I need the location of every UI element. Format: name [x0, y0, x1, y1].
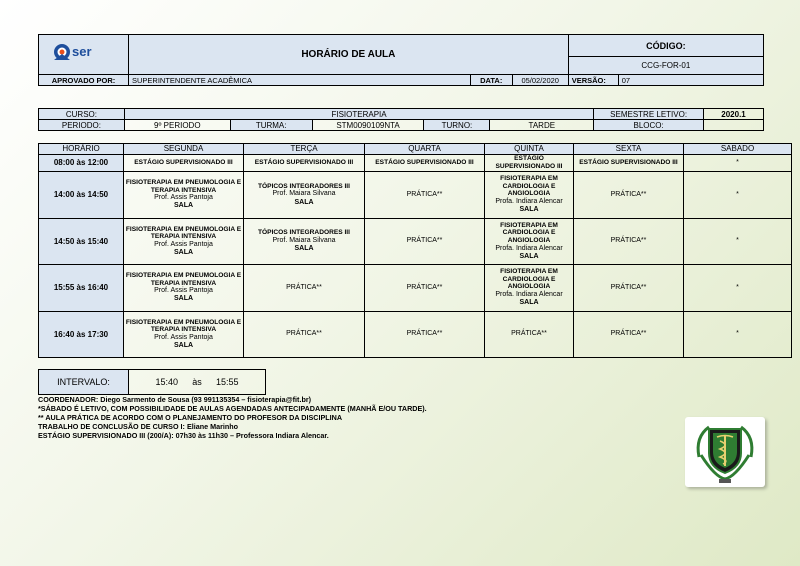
code-value: CCG-FOR-01 — [568, 57, 763, 75]
course-title: FISIOTERAPIA EM PNEUMOLOGIA E TERAPIA INTENSIVA — [125, 179, 242, 194]
version-value: 07 — [618, 75, 763, 86]
cell-text: PRÁTICA** — [406, 237, 443, 245]
schedule-cell — [365, 311, 485, 358]
column-header: QUARTA — [365, 144, 485, 155]
course-title: TÓPICOS INTEGRADORES III — [258, 229, 350, 237]
cell-text: PRÁTICA** — [286, 283, 322, 291]
course-title: FISIOTERAPIA EM CARDIOLOGIA E ANGIOLOGIA — [500, 268, 558, 291]
period-value: 9º PERIODO — [124, 120, 230, 131]
course-label: CURSO: — [39, 109, 125, 120]
room-label: SALA — [519, 206, 539, 214]
class-value: STM0090109NTA — [312, 120, 424, 131]
professor-name: Prof. Assis Pantoja — [154, 333, 213, 341]
column-header: SEXTA — [574, 144, 684, 155]
course-title: FISIOTERAPIA EM CARDIOLOGIA E ANGIOLOGIA — [500, 221, 558, 244]
notes-section — [38, 396, 427, 441]
room-label: SALA — [519, 299, 539, 307]
schedule-cell — [244, 155, 365, 172]
schedule-cell — [365, 155, 485, 172]
schedule-cell — [124, 218, 244, 265]
schedule-cell — [485, 155, 574, 172]
room-label: SALA — [294, 198, 314, 206]
schedule-cell — [485, 172, 574, 219]
semester-label: SEMESTRE LETIVO: — [594, 109, 704, 120]
column-header: TERÇA — [244, 144, 365, 155]
course-title: ESTÁGIO SUPERVISIONADO III — [495, 155, 563, 170]
cell-text: PRÁTICA** — [286, 330, 322, 338]
cell-text: PRÁTICA** — [610, 283, 647, 291]
class-label: TURMA: — [230, 120, 312, 131]
cell-text: * — [736, 158, 739, 166]
schedule-cell — [485, 311, 574, 358]
schedule-cell — [124, 265, 244, 312]
cell-text: PRÁTICA** — [406, 283, 443, 291]
schedule-cell — [684, 155, 792, 172]
cell-text: * — [736, 330, 739, 338]
room-label: SALA — [173, 248, 194, 256]
shift-label: TURNO: — [424, 120, 490, 131]
ser-logo-mark — [50, 40, 110, 66]
schedule-cell — [124, 172, 244, 219]
cell-text: * — [736, 283, 739, 291]
block-value — [704, 120, 764, 131]
professor-name: Prof. Assis Pantoja — [154, 194, 213, 202]
cell-text: * — [736, 237, 739, 245]
professor-name: Prof. Assis Pantoja — [154, 287, 213, 295]
professor-name: Profa. Indiara Alencar — [495, 244, 563, 252]
interval-end: 15:55 — [210, 370, 266, 395]
schedule-cell — [244, 172, 365, 219]
professor-name: Profa. Indiara Alencar — [495, 198, 563, 206]
schedule-cell — [485, 265, 574, 312]
professor-name: Profa. Indiara Alencar — [495, 291, 563, 299]
interval-box — [38, 369, 266, 395]
course-title: FISIOTERAPIA EM PNEUMOLOGIA E TERAPIA INTENSIVA — [125, 225, 242, 241]
course-title: FISIOTERAPIA EM CARDIOLOGIA E ANGIOLOGIA — [500, 175, 558, 198]
schedule-cell — [574, 265, 684, 312]
schedule-cell — [684, 172, 792, 219]
course-title: FISIOTERAPIA EM PNEUMOLOGIA E TERAPIA INTENSIVA — [125, 318, 242, 334]
room-label: SALA — [519, 252, 539, 260]
time-slot: 08:00 às 12:00 — [39, 155, 124, 172]
schedule-cell — [684, 218, 792, 265]
cell-text: PRÁTICA** — [511, 330, 547, 338]
cell-text: PRÁTICA** — [610, 237, 647, 245]
schedule-row — [39, 311, 792, 358]
schedule-cell — [244, 218, 365, 265]
course-title: ESTÁGIO SUPERVISIONADO III — [254, 159, 354, 167]
note-internship: ESTÁGIO SUPERVISIONADO III (200/A): 07h30 às 11h30 – Professora Indiara Alencar. — [38, 430, 329, 440]
professor-name: Prof. Maiara Silvana — [272, 190, 336, 198]
room-label: SALA — [173, 295, 194, 303]
schedule-cell — [124, 311, 244, 358]
version-label: VERSÃO: — [568, 75, 618, 86]
schedule-cell — [244, 311, 365, 358]
time-slot: 14:00 às 14:50 — [39, 172, 124, 219]
schedule-cell — [684, 311, 792, 358]
institution-seal — [685, 417, 765, 487]
room-label: SALA — [173, 202, 194, 210]
course-title: FISIOTERAPIA EM PNEUMOLOGIA E TERAPIA INTENSIVA — [125, 272, 242, 287]
time-slot: 15:55 às 16:40 — [39, 265, 124, 312]
professor-name: Prof. Maiara Silvana — [272, 236, 336, 244]
document-header — [38, 34, 764, 86]
column-header: SABADO — [684, 144, 792, 155]
room-label: SALA — [173, 341, 194, 349]
ser-logo-text: ser — [72, 44, 92, 59]
interval-separator: às — [184, 370, 210, 395]
time-slot: 14:50 às 15:40 — [39, 218, 124, 265]
period-label: PERIODO: — [39, 120, 125, 131]
course-value: FISIOTERAPIA — [124, 109, 593, 120]
course-title: ESTÁGIO SUPERVISIONADO III — [134, 159, 233, 167]
schedule-cell — [365, 172, 485, 219]
cell-text: PRÁTICA** — [610, 190, 647, 198]
schedule-cell — [244, 265, 365, 312]
cell-text: * — [736, 190, 739, 198]
schedule-row — [39, 265, 792, 312]
cell-text: PRÁTICA** — [406, 330, 443, 338]
date-label: DATA: — [470, 75, 512, 86]
document-title: HORÁRIO DE AULA — [129, 35, 569, 75]
schedule-row — [39, 172, 792, 219]
schedule-table — [38, 143, 792, 358]
schedule-cell — [574, 172, 684, 219]
ser-logo — [50, 40, 110, 66]
professor-name: Prof. Assis Pantoja — [154, 240, 213, 248]
column-header: SEGUNDA — [124, 144, 244, 155]
schedule-cell — [574, 155, 684, 172]
cell-text: PRÁTICA** — [406, 190, 443, 198]
schedule-cell — [574, 218, 684, 265]
schedule-cell — [365, 265, 485, 312]
caduceus-seal-icon — [685, 417, 765, 487]
column-header: QUINTA — [485, 144, 574, 155]
shift-value: TARDE — [490, 120, 594, 131]
date-value: 05/02/2020 — [512, 75, 568, 86]
time-slot: 16:40 às 17:30 — [39, 311, 124, 358]
schedule-cell — [485, 218, 574, 265]
approved-by-value: SUPERINTENDENTE ACADÊMICA — [129, 75, 471, 86]
cell-text: PRÁTICA** — [610, 330, 647, 338]
schedule-row — [39, 155, 792, 172]
schedule-header-row — [39, 144, 792, 155]
approved-by-label: APROVADO POR: — [39, 75, 129, 86]
course-info-table — [38, 108, 764, 131]
column-header: HORÁRIO — [39, 144, 124, 155]
course-title: ESTÁGIO SUPERVISIONADO III — [375, 159, 474, 167]
schedule-cell — [574, 311, 684, 358]
schedule-cell — [684, 265, 792, 312]
semester-value: 2020.1 — [704, 109, 764, 120]
interval-label: INTERVALO: — [39, 370, 129, 395]
course-title: ESTÁGIO SUPERVISIONADO III — [579, 159, 678, 167]
note-practice: ** AULA PRÁTICA DE ACORDO COM O PLANEJAMENTO DO PROFESOR DA DISCIPLINA — [38, 412, 343, 422]
code-label: CÓDIGO: — [568, 35, 763, 57]
note-coordinator: COORDENADOR: Diego Sarmento de Sousa (93 991135354 – fisioterapia@fit.br) — [38, 395, 312, 404]
block-label: BLOCO: — [594, 120, 704, 131]
schedule-row — [39, 218, 792, 265]
schedule-cell — [124, 155, 244, 172]
note-saturday: *SÁBADO É LETIVO, COM POSSIBILIDADE DE AULAS AGENDADAS ANTECIPADAMENTE (MANHÃ E/OU TARDE). — [38, 403, 427, 413]
note-tcc: TRABALHO DE CONCLUSÃO DE CURSO I: Eliane Marinho — [38, 421, 239, 431]
room-label: SALA — [294, 245, 314, 253]
interval-start: 15:40 — [129, 370, 185, 395]
course-title: TÓPICOS INTEGRADORES III — [258, 182, 350, 190]
schedule-cell — [365, 218, 485, 265]
